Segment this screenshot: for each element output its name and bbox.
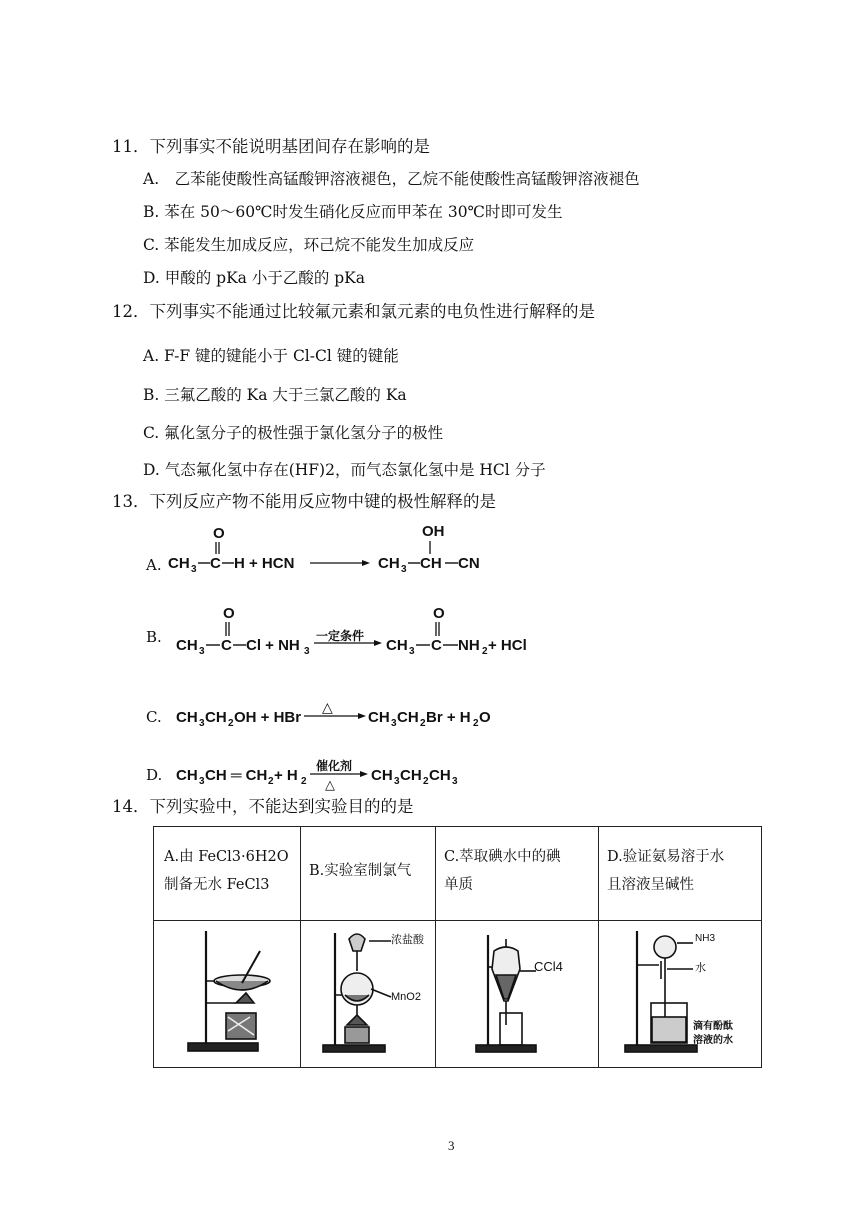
svg-text:CH: CH xyxy=(397,709,419,726)
svg-text:2: 2 xyxy=(473,718,479,729)
svg-text:CH: CH xyxy=(176,767,198,784)
col-a-header xyxy=(154,827,301,921)
svg-text:3: 3 xyxy=(452,776,458,787)
q11-option-c: C. 苯能发生加成反应，环己烷不能发生加成反应 xyxy=(143,236,475,254)
svg-text:+ H: + H xyxy=(274,767,298,784)
svg-text:CH: CH xyxy=(176,637,198,654)
apparatus-c xyxy=(436,921,599,1068)
q12-option-a: A. F-F 键的键能小于 Cl-Cl 键的键能 xyxy=(143,347,399,365)
svg-text:3: 3 xyxy=(304,646,310,657)
q12-option-b: B. 三氟乙酸的 Ka 大于三氯乙酸的 Ka xyxy=(143,386,407,404)
col-a-line2: 制备无水 FeCl3 xyxy=(164,877,270,893)
apparatus-d xyxy=(599,921,762,1068)
q13-label-b: B. xyxy=(146,628,162,646)
svg-text:3: 3 xyxy=(409,646,415,657)
svg-text:O: O xyxy=(223,605,235,622)
col-a-line1: A.由 FeCl3·6H2O xyxy=(164,849,289,865)
separatory-funnel-icon xyxy=(436,921,598,1063)
label-ccl4: CCl4 xyxy=(534,959,563,974)
svg-text:2: 2 xyxy=(420,718,426,729)
svg-text:CH: CH xyxy=(368,709,390,726)
q11-option-b: B. 苯在 50～60℃时发生硝化反应而甲苯在 30℃时即可发生 xyxy=(143,203,563,221)
apparatus-a xyxy=(154,921,301,1068)
reaction-c xyxy=(168,695,508,735)
label-phenolphthalein-2: 溶液的水 xyxy=(693,1035,733,1046)
cond-d-top: 催化剂 xyxy=(316,759,353,773)
q11-option-d: D. 甲酸的 pKa 小于乙酸的 pKa xyxy=(143,269,365,287)
svg-text:CH ═ CH: CH ═ CH xyxy=(205,767,268,784)
svg-text:3: 3 xyxy=(391,718,397,729)
svg-text:2: 2 xyxy=(301,776,307,787)
svg-text:2: 2 xyxy=(423,776,429,787)
svg-text:3: 3 xyxy=(199,646,205,657)
q13-label-d: D. xyxy=(146,766,163,784)
cond-d-bottom: △ xyxy=(325,778,335,793)
col-c-line2: 单质 xyxy=(444,877,473,893)
col-c-line1: C.萃取碘水中的碘 xyxy=(444,849,561,865)
svg-text:3: 3 xyxy=(401,564,407,575)
q11-stem: 11．下列事实不能说明基团间存在影响的是 xyxy=(112,137,430,156)
q13-label-a: A. xyxy=(146,556,162,574)
label-nh3: NH3 xyxy=(695,933,716,944)
svg-text:CH: CH xyxy=(429,767,451,784)
q12-stem: 12．下列事实不能通过比较氟元素和氯元素的电负性进行解释的是 xyxy=(112,302,595,321)
col-b-header xyxy=(301,827,436,921)
svg-text:2: 2 xyxy=(482,646,488,657)
svg-text:3: 3 xyxy=(199,718,205,729)
col-d-line1: D.验证氨易溶于水 xyxy=(607,849,725,865)
svg-text:H + HCN: H + HCN xyxy=(234,555,295,572)
svg-text:C: C xyxy=(221,637,232,654)
svg-text:2: 2 xyxy=(228,718,234,729)
svg-text:CH: CH xyxy=(176,709,198,726)
page-number: 3 xyxy=(448,1138,455,1153)
svg-text:CH: CH xyxy=(386,637,408,654)
svg-text:O: O xyxy=(213,525,225,542)
q11-option-a: A. 乙苯能使酸性高锰酸钾溶液褪色，乙烷不能使酸性高锰酸钾溶液褪色 xyxy=(143,170,640,188)
col-b-line1: B.实验室制氯气 xyxy=(309,863,412,879)
svg-text:CH: CH xyxy=(378,555,400,572)
svg-text:OH + HBr: OH + HBr xyxy=(234,709,302,726)
cond-b: 一定条件 xyxy=(316,629,365,643)
col-c-header xyxy=(436,827,599,921)
q12-option-c: C. 氟化氢分子的极性强于氯化氢分子的极性 xyxy=(143,424,444,442)
svg-text:Br + H: Br + H xyxy=(426,709,471,726)
svg-text:2: 2 xyxy=(268,776,274,787)
svg-text:C: C xyxy=(431,637,442,654)
col-d-header xyxy=(599,827,762,921)
svg-text:3: 3 xyxy=(394,776,400,787)
svg-text:3: 3 xyxy=(191,564,197,575)
svg-text:O: O xyxy=(479,709,491,726)
label-mno2: MnO2 xyxy=(391,991,421,1003)
svg-text:CH: CH xyxy=(420,555,442,572)
reaction-a xyxy=(160,520,500,580)
svg-text:OH: OH xyxy=(422,523,445,540)
label-phenolphthalein-1: 滴有酚酞 xyxy=(693,1021,733,1032)
svg-text:3: 3 xyxy=(199,776,205,787)
label-conc-hcl: 浓盐酸 xyxy=(391,933,424,946)
apparatus-b xyxy=(301,921,436,1068)
ammonia-fountain-icon xyxy=(599,921,761,1063)
q12-option-d: D. 气态氟化氢中存在(HF)2，而气态氯化氢中是 HCl 分子 xyxy=(143,461,546,479)
experiment-table xyxy=(153,826,762,1068)
label-water: 水 xyxy=(695,961,706,974)
q13-label-c: C. xyxy=(146,708,162,726)
svg-text:CH: CH xyxy=(168,555,190,572)
svg-text:CH: CH xyxy=(205,709,227,726)
cond-c: △ xyxy=(322,700,333,716)
q13-stem: 13．下列反应产物不能用反应物中键的极性解释的是 xyxy=(112,492,496,511)
svg-text:+ HCl: + HCl xyxy=(488,637,527,654)
evaporation-apparatus-icon xyxy=(154,921,300,1063)
col-d-line2: 且溶液呈碱性 xyxy=(607,877,694,893)
svg-text:CN: CN xyxy=(458,555,480,572)
svg-text:Cl + NH: Cl + NH xyxy=(246,637,300,654)
svg-text:CH: CH xyxy=(371,767,393,784)
svg-text:NH: NH xyxy=(458,637,480,654)
q14-stem: 14．下列实验中，不能达到实验目的的是 xyxy=(112,797,414,816)
svg-text:C: C xyxy=(210,555,221,572)
svg-text:O: O xyxy=(433,605,445,622)
svg-text:CH: CH xyxy=(400,767,422,784)
